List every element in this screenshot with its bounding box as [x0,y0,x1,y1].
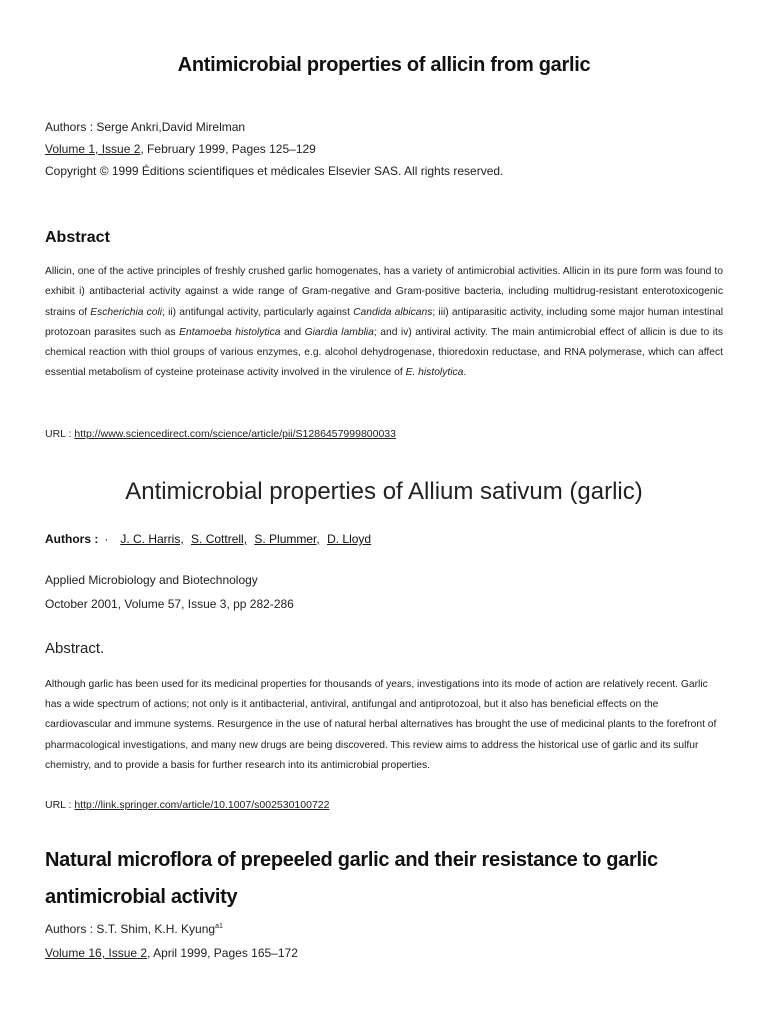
abstract-species: Entamoeba histolytica [179,326,281,338]
abstract-text: . [463,367,467,379]
abstract-species: Giardia lamblia [304,326,374,338]
article1-abstract [45,262,723,384]
author-link[interactable]: S. Plummer, [254,532,320,546]
article1-title: Antimicrobial properties of allicin from garlic [177,54,591,76]
article3-date-pages: , April 1999, Pages 165–172 [147,946,298,960]
abstract-species: Escherichia coli [90,306,163,318]
author-link[interactable]: S. Cottrell, [191,532,248,546]
authors-label: Authors : [45,532,99,546]
article1-volume-link[interactable]: Volume 1, Issue 2 [45,142,141,156]
article2-authors [45,532,375,546]
bullet-icon: · [104,532,109,546]
article2-issue: October 2001, Volume 57, Issue 3, pp 282-286 [45,597,294,611]
article1-copyright: Copyright © 1999 Éditions scientifiques et médicales Elsevier SAS. All rights reserved. [45,164,504,178]
abstract-text: ; iii) antiparasitic activity, including some major human intestinal protozoan parasites such as [45,306,723,338]
abstract-text: Allicin, one of the active principles of freshly crushed garlic homogenates, has a variety of antimicrobial activities. Allicin in its pure form was found to exhibit i) antibacterial activity against a wide range of Gram-negative and Gram-positive bacteria, including multidrug-resistant enterotoxicogenic strains of [45,266,723,318]
article2-abstract: Although garlic has been used for its medicinal properties for thousands of years, investigations into its mode of action are relatively recent. Garlic has a wide spectrum of actions; not only is it antibacterial, antiviral, antifungal and antiprotozoal, but it also has beneficial effects on the cardiovascular and immune systems. Resurgence in the use of natural herbal alternatives has brought the use of medicinal plants to the forefront of pharmacological investigations, and many new drugs are being discovered. This review aims to address the historical use of garlic and its sulfur chemistry, and to provide a basis for further research into its antimicrobial properties. [45,679,717,771]
article2-abstract-heading: Abstract. [45,640,105,657]
article1-date-pages: , February 1999, Pages 125–129 [140,142,316,156]
url-label: URL : [45,428,75,440]
author-link[interactable]: J. C. Harris, [120,532,184,546]
article2-journal: Applied Microbiology and Biotechnology [45,573,258,587]
article2-url-link[interactable]: http://link.springer.com/article/10.1007/s002530100722 [74,799,330,811]
article1-url-line [45,428,396,440]
article3-title: Natural microflora of prepeeled garlic and their resistance to garlic antimicrobial activity [45,849,658,908]
abstract-text: ; and iv) antiviral activity. The main antimicrobial effect of allicin is due to its chemical reaction with thiol groups of various enzymes, e.g. alcohol dehydrogenase, thioredoxin reductase, and RNA polymerase, which can affect essential metabolism of cysteine proteinase activity involved in the virulence of [45,326,723,379]
abstract-species: E. histolytica [405,367,464,379]
article3-volume-link[interactable]: Volume 16, Issue 2 [45,946,148,960]
article2-url-line [45,799,329,811]
article1-url-link[interactable]: http://www.sciencedirect.com/science/article/pii/S1286457999800033 [74,428,396,440]
article3-volume-line [45,946,298,960]
abstract-text: ; ii) antifungal activity, particularly against [162,306,354,318]
article3-authors: Authors : S.T. Shim, K.H. Kyung [45,922,216,936]
article3-authors-line [45,922,223,936]
article2-title: Antimicrobial properties of Allium sativum (garlic) [125,478,643,505]
author-link[interactable]: D. Lloyd [327,532,372,546]
article1-abstract-heading: Abstract [45,229,110,246]
article1-authors: Authors : Serge Ankri,David Mirelman [45,120,246,134]
article1-volume-line [45,142,316,156]
abstract-text: and [280,326,305,338]
affiliation-sup: a1 [215,923,223,930]
abstract-species: Candida albicans [353,306,433,318]
url-label: URL : [45,799,75,811]
